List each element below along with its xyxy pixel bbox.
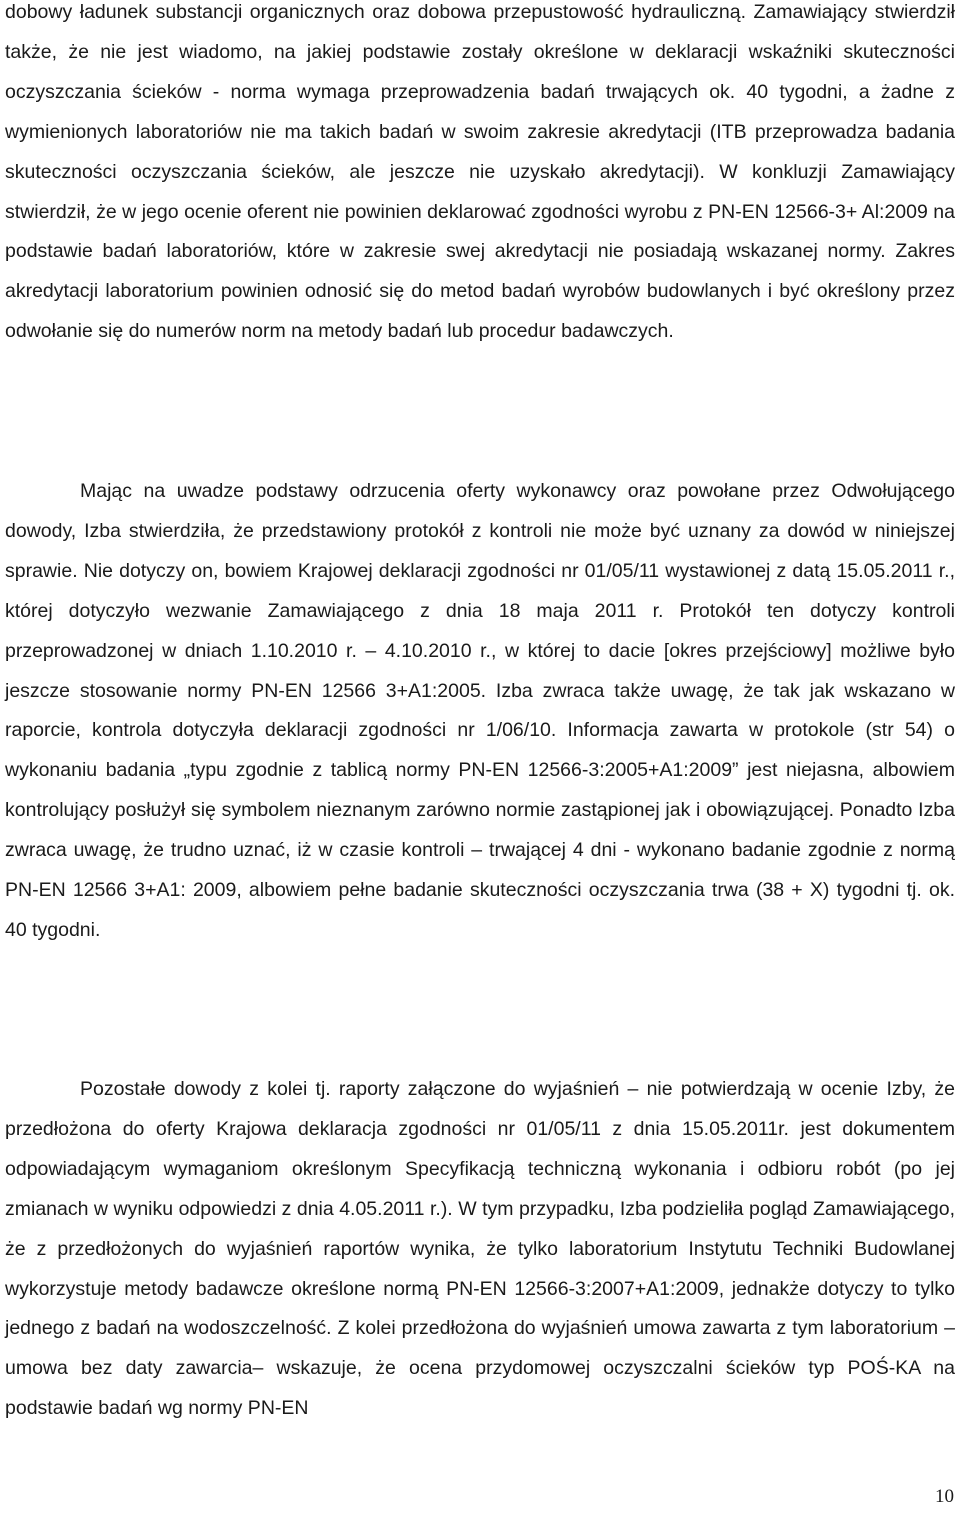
paragraph-3: Pozostałe dowody z kolei tj. raporty załączone do wyjaśnień – nie potwierdzają w ocenie Izby, że przedłożona do oferty Krajowa deklaracja zgodności nr 01/05/11 z dnia 15.05.2011r. jest dokumentem odpowiadającym wymaganiom określonym Specyfikacją techniczną wykonania i odbioru robót (po jej zmianach w wyniku odpowiedzi z dnia 4.05.2011 r.). W tym przypadku, Izba podzieliła pogląd Zamawiającego, że z przedłożonych do wyjaśnień raportów wynika, że tylko laboratorium Instytutu Techniki Budowlanej wykorzystuje metody badawcze określone normą PN-EN 12566-3:2007+A1:2009, jednakże dotyczy to tylko jednego z badań na wodoszczelność. Z kolei przedłożona do wyjaśnień umowa zawarta z tym laboratorium – umowa bez daty zawarcia– wskazuje, że ocena przydomowej oczyszczalni ścieków typ POŚ-KA na podstawie badań wg normy PN-EN bbox=[5, 1078, 955, 1420]
paragraph-2: Mając na uwadze podstawy odrzucenia oferty wykonawcy oraz powołane przez Odwołującego dowody, Izba stwierdziła, że przedstawiony protokół z kontroli nie może być uznany za dowód w niniejszej sprawie. Nie dotyczy on, bowiem Krajowej deklaracji zgodności nr 01/05/11 wystawionej z datą 15.05.2011 r., której dotyczyło wezwanie Zamawiającego z dnia 18 maja 2011 r. Protokół ten dotyczy kontroli przeprowadzonej w dniach 1.10.2010 r. – 4.10.2010 r., w której to dacie [okres przejściowy] możliwe było jeszcze stosowanie normy PN-EN 12566 3+A1:2005. Izba zwraca także uwagę, że tak jak wskazano w raporcie, kontrola dotyczyła deklaracji zgodności nr 1/06/10. Informacja zawarta w protokole (str 54) o wykonaniu badania „typu zgodnie z tablicą normy PN-EN 12566-3:2005+A1:2009” jest niejasna, albowiem kontrolujący posłużył się symbolem nieznanym zarówno normie zastąpionej jak i obowiązującej. Ponadto Izba zwraca uwagę, że trudno uznać, iż w czasie kontroli – trwającej 4 dni - wykonano badanie zgodnie z normą PN-EN 12566 3+A1: 2009, albowiem pełne badanie skuteczności oczyszczania trwa (38 + X) tygodni tj. ok. 40 tygodni. bbox=[5, 480, 955, 941]
paragraph-1: dobowy ładunek substancji organicznych oraz dobowa przepustowość hydrauliczną. Zamawiający stwierdził także, że nie jest wiadomo, na jakiej podstawie zostały określone w deklaracji wskaźniki skuteczności oczyszczania ścieków - norma wymaga przeprowadzenia badań trwających ok. 40 tygodni, a żadne z wymienionych laboratoriów nie ma takich badań w swoim zakresie akredytacji (ITB przeprowadza badania skuteczności oczyszczania ścieków, ale jeszcze nie uzyskało akredytacji). W konkluzji Zamawiający stwierdził, że w jego ocenie oferent nie powinien deklarować zgodności wyrobu z PN-EN 12566-3+ Al:2009 na podstawie badań laboratoriów, które w zakresie swej akredytacji nie posiadają wskazanej normy. Zakres akredytacji laboratorium powinien odnosić się do metod badań wyrobów budowlanych i być określony przez odwołanie się do numerów norm na metody badań lub procedur badawczych. bbox=[5, 1, 955, 343]
page-number: 10 bbox=[935, 1486, 954, 1507]
